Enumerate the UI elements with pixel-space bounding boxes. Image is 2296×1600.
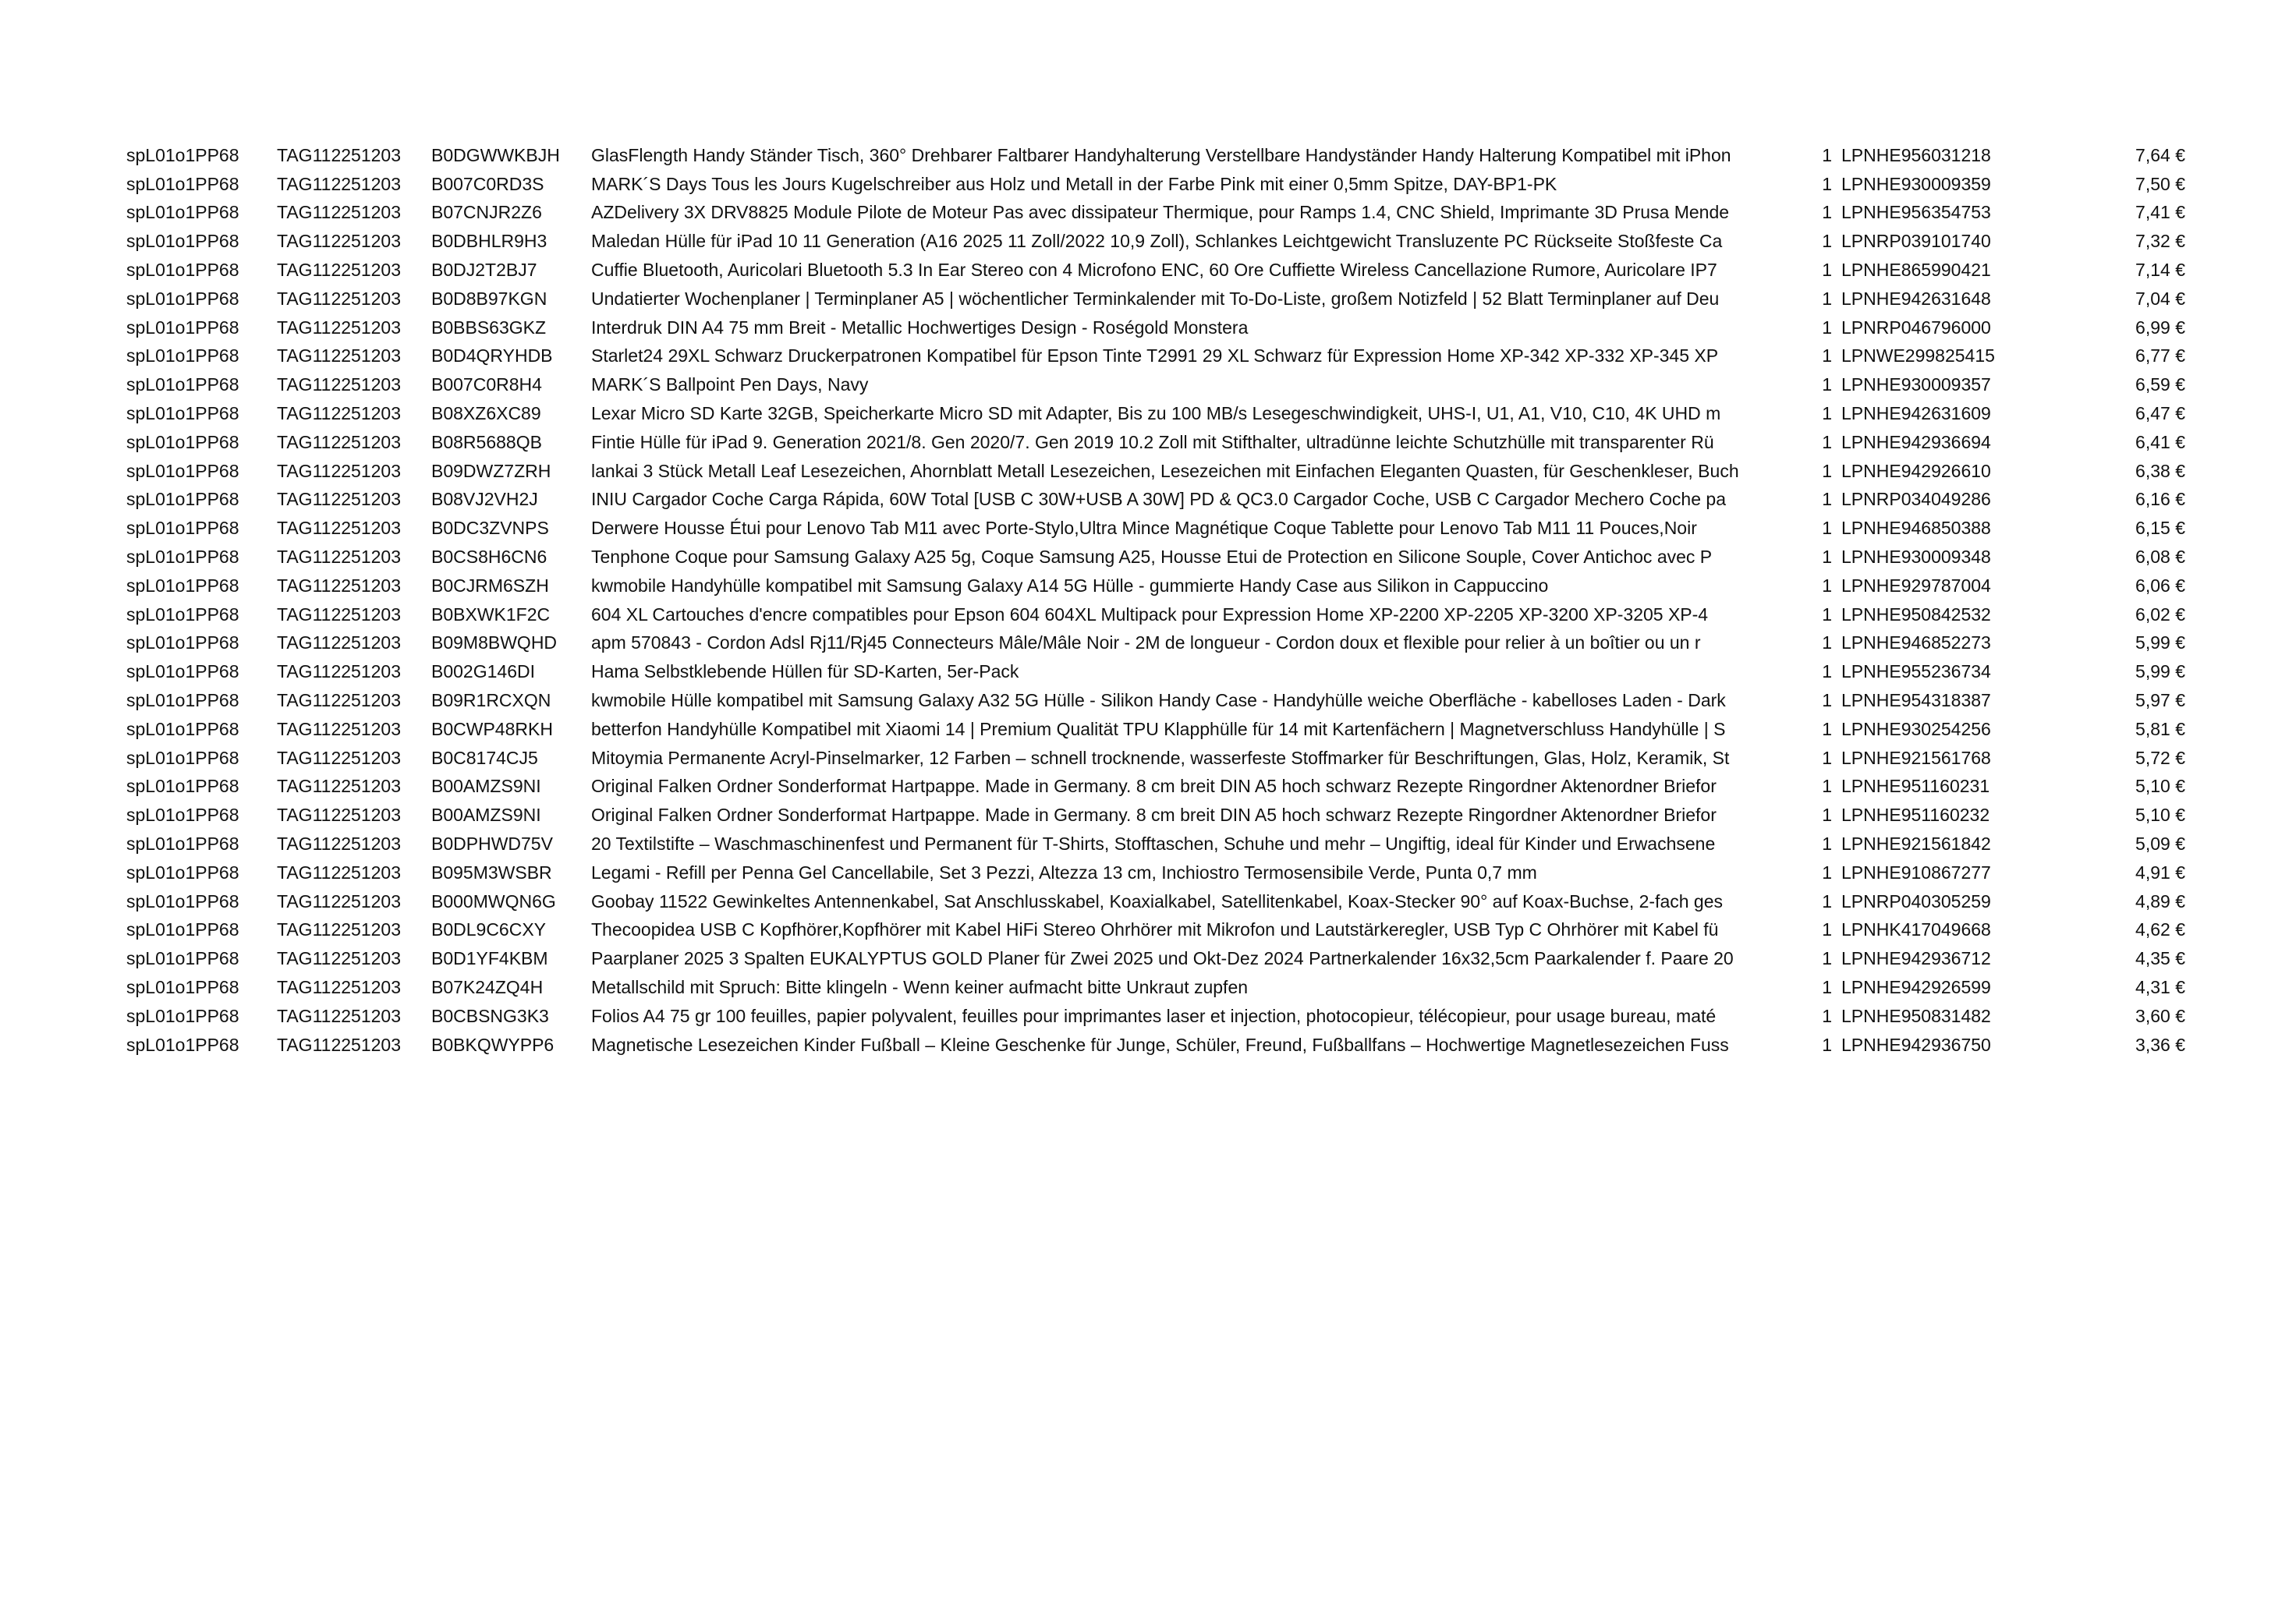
price-cell: 6,08 € (2135, 547, 2185, 568)
tag-cell: TAG112251203 (277, 260, 401, 281)
shipment-id-cell: spL01o1PP68 (126, 948, 239, 969)
lpn-cell: LPNHE956354753 (1841, 202, 1991, 223)
shipment-id-cell: spL01o1PP68 (126, 632, 239, 653)
quantity-cell: 1 (1822, 345, 1832, 366)
shipment-id-cell: spL01o1PP68 (126, 776, 239, 797)
product-title-cell: Derwere Housse Étui pour Lenovo Tab M11 avec Porte-Stylo,Ultra Mince Magnétique Coque Tablette pour Lenovo Tab M11 11 Pouces,Noir (591, 518, 1697, 539)
table-row (126, 457, 2185, 486)
tag-cell: TAG112251203 (277, 431, 401, 452)
asin-cell: B08VJ2VH2J (431, 489, 538, 510)
shipment-id-cell: spL01o1PP68 (126, 547, 239, 568)
table-row (126, 170, 2185, 199)
table-row (126, 399, 2185, 428)
quantity-cell: 1 (1822, 431, 1832, 452)
quantity-cell: 1 (1822, 890, 1832, 912)
shipment-id-cell: spL01o1PP68 (126, 890, 239, 912)
table-row (126, 199, 2185, 228)
quantity-cell: 1 (1822, 144, 1832, 165)
quantity-cell: 1 (1822, 173, 1832, 194)
table-row (126, 744, 2185, 773)
tag-cell: TAG112251203 (277, 661, 401, 682)
price-cell: 5,81 € (2135, 718, 2185, 739)
table-row (126, 543, 2185, 572)
product-title-cell: Original Falken Ordner Sonderformat Hartpappe. Made in Germany. 8 cm breit DIN A5 hoch schwarz Rezepte Ringordner Aktenordner Briefor (591, 776, 1717, 797)
lpn-cell: LPNHE950842532 (1841, 604, 1991, 625)
asin-cell: B0CBSNG3K3 (431, 1005, 549, 1026)
asin-cell: B002G146DI (431, 661, 535, 682)
lpn-cell: LPNHE950831482 (1841, 1005, 1991, 1026)
table-row (126, 1002, 2185, 1031)
product-title-cell: Interdruk DIN A4 75 mm Breit - Metallic Hochwertiges Design - Roségold Monstera (591, 317, 1249, 338)
price-cell: 3,36 € (2135, 1034, 2185, 1055)
asin-cell: B0DPHWD75V (431, 834, 553, 855)
price-cell: 4,91 € (2135, 862, 2185, 883)
shipment-id-cell: spL01o1PP68 (126, 862, 239, 883)
product-title-cell: Goobay 11522 Gewinkeltes Antennenkabel, Sat Anschlusskabel, Koaxialkabel, Satellitenkabel, Koax-Stecker 90° auf Koax-Buchse, 2-fach ges (591, 890, 1723, 912)
asin-cell: B0BXWK1F2C (431, 604, 551, 625)
price-cell: 6,02 € (2135, 604, 2185, 625)
product-title-cell: MARK´S Days Tous les Jours Kugelschreiber aus Holz und Metall in der Farbe Pink mit einer 0,5mm Spitze, DAY-BP1-PK (591, 173, 1557, 194)
price-cell: 6,77 € (2135, 345, 2185, 366)
product-title-cell: Legami - Refill per Penna Gel Cancellabile, Set 3 Pezzi, Altezza 13 cm, Inchiostro Termosensibile Verde, Punta 0,7 mm (591, 862, 1537, 883)
asin-cell: B007C0R8H4 (431, 374, 542, 395)
product-title-cell: Undatierter Wochenplaner | Terminplaner A5 | wöchentlicher Terminkalender mit To-Do-Liste, großem Notizfeld | 52 Blatt Terminplaner auf Deu (591, 288, 1720, 309)
product-title-cell: GlasFlength Handy Ständer Tisch, 360° Drehbarer Faltbarer Handyhalterung Verstellbare Handyständer Handy Halterung Kompatibel mit iPhon (591, 144, 1731, 165)
tag-cell: TAG112251203 (277, 862, 401, 883)
shipment-id-cell: spL01o1PP68 (126, 747, 239, 768)
table-row (126, 801, 2185, 830)
table-row (126, 313, 2185, 342)
lpn-cell: LPNHE956031218 (1841, 144, 1991, 165)
product-title-cell: Thecoopidea USB C Kopfhörer,Kopfhörer mit Kabel HiFi Stereo Ohrhörer mit Mikrofon und Lautstärkeregler, USB Typ C Ohrhörer mit Kabel fü (591, 919, 1719, 940)
table-row (126, 428, 2185, 457)
lpn-cell: LPNHE942936694 (1841, 431, 1991, 452)
price-cell: 5,10 € (2135, 776, 2185, 797)
asin-cell: B0DJ2T2BJ7 (431, 260, 537, 281)
lpn-cell: LPNHE865990421 (1841, 260, 1991, 281)
tag-cell: TAG112251203 (277, 977, 401, 997)
table-row (126, 256, 2185, 285)
shipment-id-cell: spL01o1PP68 (126, 403, 239, 424)
quantity-cell: 1 (1822, 374, 1832, 395)
lpn-cell: LPNRP046796000 (1841, 317, 1991, 338)
lpn-cell: LPNHK417049668 (1841, 919, 1991, 940)
asin-cell: B09R1RCXQN (431, 690, 551, 711)
quantity-cell: 1 (1822, 1005, 1832, 1026)
asin-cell: B0CS8H6CN6 (431, 547, 547, 568)
lpn-cell: LPNHE942936750 (1841, 1034, 1991, 1055)
product-title-cell: Magnetische Lesezeichen Kinder Fußball – Kleine Geschenke für Junge, Schüler, Freund, Fußballfans – Hochwertige Magnetlesezeichen Fuss (591, 1034, 1729, 1055)
tag-cell: TAG112251203 (277, 1034, 401, 1055)
lpn-cell: LPNHE946852273 (1841, 632, 1991, 653)
tag-cell: TAG112251203 (277, 518, 401, 539)
tag-cell: TAG112251203 (277, 1005, 401, 1026)
shipment-id-cell: spL01o1PP68 (126, 173, 239, 194)
price-cell: 5,10 € (2135, 805, 2185, 826)
table-row (126, 600, 2185, 629)
table-row (126, 629, 2185, 658)
shipment-id-cell: spL01o1PP68 (126, 260, 239, 281)
tag-cell: TAG112251203 (277, 403, 401, 424)
lpn-cell: LPNWE299825415 (1841, 345, 1995, 366)
shipment-id-cell: spL01o1PP68 (126, 690, 239, 711)
table-row (126, 973, 2185, 1002)
tag-cell: TAG112251203 (277, 288, 401, 309)
shipment-id-cell: spL01o1PP68 (126, 317, 239, 338)
table-row (126, 944, 2185, 973)
quantity-cell: 1 (1822, 403, 1832, 424)
asin-cell: B0DL9C6CXY (431, 919, 547, 940)
tag-cell: TAG112251203 (277, 632, 401, 653)
shipment-id-cell: spL01o1PP68 (126, 718, 239, 739)
price-cell: 5,72 € (2135, 747, 2185, 768)
asin-cell: B00AMZS9NI (431, 776, 541, 797)
quantity-cell: 1 (1822, 690, 1832, 711)
lpn-cell: LPNHE910867277 (1841, 862, 1991, 883)
tag-cell: TAG112251203 (277, 834, 401, 855)
shipment-id-cell: spL01o1PP68 (126, 834, 239, 855)
lpn-cell: LPNHE921561842 (1841, 834, 1991, 855)
shipment-id-cell: spL01o1PP68 (126, 345, 239, 366)
asin-cell: B0D1YF4KBM (431, 948, 548, 969)
price-cell: 6,59 € (2135, 374, 2185, 395)
price-cell: 7,41 € (2135, 202, 2185, 223)
price-cell: 6,06 € (2135, 575, 2185, 596)
price-cell: 7,50 € (2135, 173, 2185, 194)
table-row (126, 572, 2185, 600)
lpn-cell: LPNHE929787004 (1841, 575, 1991, 596)
quantity-cell: 1 (1822, 460, 1832, 481)
table-row (126, 370, 2185, 399)
shipment-id-cell: spL01o1PP68 (126, 661, 239, 682)
lpn-cell: LPNHE942631609 (1841, 403, 1991, 424)
product-title-cell: Lexar Micro SD Karte 32GB, Speicherkarte Micro SD mit Adapter, Bis zu 100 MB/s Lesegeschwindigkeit, UHS-I, U1, A1, V10, C10, 4K UHD m (591, 403, 1721, 424)
price-cell: 6,15 € (2135, 518, 2185, 539)
quantity-cell: 1 (1822, 1034, 1832, 1055)
asin-cell: B0DBHLR9H3 (431, 231, 547, 252)
shipment-id-cell: spL01o1PP68 (126, 431, 239, 452)
table-row (126, 514, 2185, 543)
asin-cell: B007C0RD3S (431, 173, 544, 194)
tag-cell: TAG112251203 (277, 202, 401, 223)
asin-cell: B0CWP48RKH (431, 718, 553, 739)
product-title-cell: AZDelivery 3X DRV8825 Module Pilote de Moteur Pas avec dissipateur Thermique, pour Ramps 1.4, CNC Shield, Imprimante 3D Prusa Mende (591, 202, 1730, 223)
tag-cell: TAG112251203 (277, 173, 401, 194)
asin-cell: B07K24ZQ4H (431, 977, 544, 997)
quantity-cell: 1 (1822, 977, 1832, 997)
price-cell: 5,99 € (2135, 661, 2185, 682)
tag-cell: TAG112251203 (277, 547, 401, 568)
table-body (126, 141, 2185, 1060)
tag-cell: TAG112251203 (277, 460, 401, 481)
shipment-id-cell: spL01o1PP68 (126, 604, 239, 625)
product-title-cell: betterfon Handyhülle Kompatibel mit Xiaomi 14 | Premium Qualität TPU Klapphülle für 14 mit Kartenfächern | Magnetverschluss Handyhülle | S (591, 718, 1726, 739)
product-title-cell: apm 570843 - Cordon Adsl Rj11/Rj45 Connecteurs Mâle/Mâle Noir - 2M de longueur - Cordon doux et flexible pour relier à un boîtier ou un r (591, 632, 1701, 653)
price-cell: 5,97 € (2135, 690, 2185, 711)
tag-cell: TAG112251203 (277, 948, 401, 969)
table-row (126, 686, 2185, 715)
quantity-cell: 1 (1822, 317, 1832, 338)
table-row (126, 773, 2185, 802)
shipment-id-cell: spL01o1PP68 (126, 1034, 239, 1055)
price-cell: 6,47 € (2135, 403, 2185, 424)
product-title-cell: Mitoymia Permanente Acryl-Pinselmarker, 12 Farben – schnell trocknende, wasserfeste Stoffmarker für Beschriftungen, Glas, Holz, Keramik, St (591, 747, 1730, 768)
product-title-cell: kwmobile Handyhülle kompatibel mit Samsung Galaxy A14 5G Hülle - gummierte Handy Case aus Silikon in Cappuccino (591, 575, 1549, 596)
tag-cell: TAG112251203 (277, 718, 401, 739)
tag-cell: TAG112251203 (277, 776, 401, 797)
shipment-id-cell: spL01o1PP68 (126, 202, 239, 223)
asin-cell: B09M8BWQHD (431, 632, 558, 653)
quantity-cell: 1 (1822, 231, 1832, 252)
shipment-id-cell: spL01o1PP68 (126, 518, 239, 539)
inventory-table (126, 141, 2185, 1060)
asin-cell: B0DC3ZVNPS (431, 518, 549, 539)
tag-cell: TAG112251203 (277, 890, 401, 912)
product-title-cell: lankai 3 Stück Metall Leaf Lesezeichen, Ahornblatt Metall Lesezeichen, Lesezeichen mit Einfachen Eleganten Quasten, für Geschenkleser, Buch (591, 460, 1739, 481)
table-row (126, 916, 2185, 945)
table-row (126, 715, 2185, 744)
shipment-id-cell: spL01o1PP68 (126, 805, 239, 826)
asin-cell: B08XZ6XC89 (431, 403, 541, 424)
quantity-cell: 1 (1822, 575, 1832, 596)
product-title-cell: kwmobile Hülle kompatibel mit Samsung Galaxy A32 5G Hülle - Silikon Handy Case - Handyhülle weiche Oberfläche - kabelloses Laden - Dark (591, 690, 1726, 711)
asin-cell: B00AMZS9NI (431, 805, 541, 826)
price-cell: 5,09 € (2135, 834, 2185, 855)
quantity-cell: 1 (1822, 604, 1832, 625)
quantity-cell: 1 (1822, 862, 1832, 883)
tag-cell: TAG112251203 (277, 575, 401, 596)
table-row (126, 486, 2185, 515)
shipment-id-cell: spL01o1PP68 (126, 144, 239, 165)
shipment-id-cell: spL01o1PP68 (126, 1005, 239, 1026)
tag-cell: TAG112251203 (277, 604, 401, 625)
product-title-cell: Starlet24 29XL Schwarz Druckerpatronen Kompatibel für Epson Tinte T2991 29 XL Schwarz für Expression Home XP-342 XP-332 XP-345 XP (591, 345, 1719, 366)
asin-cell: B07CNJR2Z6 (431, 202, 542, 223)
lpn-cell: LPNHE942926610 (1841, 460, 1991, 481)
price-cell: 6,16 € (2135, 489, 2185, 510)
product-title-cell: Metallschild mit Spruch: Bitte klingeln - Wenn keiner aufmacht bitte Unkraut zupfen (591, 977, 1249, 997)
quantity-cell: 1 (1822, 260, 1832, 281)
asin-cell: B000MWQN6G (431, 890, 556, 912)
shipment-id-cell: spL01o1PP68 (126, 575, 239, 596)
table-row (126, 141, 2185, 170)
product-title-cell: Hama Selbstklebende Hüllen für SD-Karten, 5er-Pack (591, 661, 1019, 682)
quantity-cell: 1 (1822, 632, 1832, 653)
quantity-cell: 1 (1822, 747, 1832, 768)
product-title-cell: Paarplaner 2025 3 Spalten EUKALYPTUS GOLD Planer für Zwei 2025 und Okt-Dez 2024 Partnerkalender 16x32,5cm Paarkalender f. Paare 20 (591, 948, 1734, 969)
lpn-cell: LPNRP040305259 (1841, 890, 1991, 912)
quantity-cell: 1 (1822, 489, 1832, 510)
lpn-cell: LPNHE930009348 (1841, 547, 1991, 568)
tag-cell: TAG112251203 (277, 805, 401, 826)
lpn-cell: LPNHE921561768 (1841, 747, 1991, 768)
product-title-cell: Folios A4 75 gr 100 feuilles, papier polyvalent, feuilles pour imprimantes laser et injection, photocopieur, télécopieur, pour usage bureau, maté (591, 1005, 1717, 1026)
shipment-id-cell: spL01o1PP68 (126, 374, 239, 395)
table-row (126, 830, 2185, 858)
product-title-cell: Maledan Hülle für iPad 10 11 Generation (A16 2025 11 Zoll/2022 10,9 Zoll), Schlankes Leichtgewicht Transluzente PC Rückseite Stoßfeste Ca (591, 231, 1723, 252)
table-row (126, 1031, 2185, 1060)
table-row (126, 858, 2185, 887)
quantity-cell: 1 (1822, 718, 1832, 739)
asin-cell: B0BKQWYPP6 (431, 1034, 555, 1055)
price-cell: 4,31 € (2135, 977, 2185, 997)
product-title-cell: 20 Textilstifte – Waschmaschinenfest und Permanent für T-Shirts, Stofftaschen, Schuhe und mehr – Ungiftig, ideal für Kinder und Erwachsene (591, 834, 1716, 855)
lpn-cell: LPNHE954318387 (1841, 690, 1991, 711)
shipment-id-cell: spL01o1PP68 (126, 919, 239, 940)
asin-cell: B08R5688QB (431, 431, 542, 452)
lpn-cell: LPNHE942936712 (1841, 948, 1991, 969)
lpn-cell: LPNHE930254256 (1841, 718, 1991, 739)
price-cell: 7,64 € (2135, 144, 2185, 165)
price-cell: 6,38 € (2135, 460, 2185, 481)
table-row (126, 342, 2185, 371)
quantity-cell: 1 (1822, 202, 1832, 223)
price-cell: 7,14 € (2135, 260, 2185, 281)
asin-cell: B0D4QRYHDB (431, 345, 553, 366)
lpn-cell: LPNHE942631648 (1841, 288, 1991, 309)
shipment-id-cell: spL01o1PP68 (126, 460, 239, 481)
price-cell: 6,99 € (2135, 317, 2185, 338)
tag-cell: TAG112251203 (277, 144, 401, 165)
price-cell: 4,89 € (2135, 890, 2185, 912)
tag-cell: TAG112251203 (277, 919, 401, 940)
price-cell: 4,62 € (2135, 919, 2185, 940)
product-title-cell: Original Falken Ordner Sonderformat Hartpappe. Made in Germany. 8 cm breit DIN A5 hoch schwarz Rezepte Ringordner Aktenordner Briefor (591, 805, 1717, 826)
quantity-cell: 1 (1822, 288, 1832, 309)
shipment-id-cell: spL01o1PP68 (126, 231, 239, 252)
product-title-cell: 604 XL Cartouches d'encre compatibles pour Epson 604 604XL Multipack pour Expression Home XP-2200 XP-2205 XP-3200 XP-3205 XP-4 (591, 604, 1709, 625)
quantity-cell: 1 (1822, 547, 1832, 568)
shipment-id-cell: spL01o1PP68 (126, 977, 239, 997)
product-title-cell: MARK´S Ballpoint Pen Days, Navy (591, 374, 869, 395)
product-title-cell: Fintie Hülle für iPad 9. Generation 2021/8. Gen 2020/7. Gen 2019 10.2 Zoll mit Stifthalter, ultradünne leichte Schutzhülle mit transparenter Rü (591, 431, 1714, 452)
price-cell: 4,35 € (2135, 948, 2185, 969)
quantity-cell: 1 (1822, 776, 1832, 797)
product-title-cell: Cuffie Bluetooth, Auricolari Bluetooth 5.3 In Ear Stereo con 4 Microfono ENC, 60 Ore Cuffiette Wireless Cancellazione Rumore, Auricolare IP7 (591, 260, 1717, 281)
lpn-cell: LPNRP034049286 (1841, 489, 1991, 510)
quantity-cell: 1 (1822, 834, 1832, 855)
lpn-cell: LPNHE942926599 (1841, 977, 1991, 997)
lpn-cell: LPNRP039101740 (1841, 231, 1991, 252)
price-cell: 6,41 € (2135, 431, 2185, 452)
asin-cell: B0C8174CJ5 (431, 747, 538, 768)
table-row (126, 227, 2185, 256)
shipment-id-cell: spL01o1PP68 (126, 489, 239, 510)
product-title-cell: Tenphone Coque pour Samsung Galaxy A25 5g, Coque Samsung A25, Housse Etui de Protection en Silicone Souple, Cover Antichoc avec P (591, 547, 1713, 568)
table-row (126, 887, 2185, 916)
price-cell: 5,99 € (2135, 632, 2185, 653)
lpn-cell: LPNHE951160231 (1841, 776, 1990, 797)
price-cell: 3,60 € (2135, 1005, 2185, 1026)
tag-cell: TAG112251203 (277, 231, 401, 252)
tag-cell: TAG112251203 (277, 690, 401, 711)
tag-cell: TAG112251203 (277, 317, 401, 338)
tag-cell: TAG112251203 (277, 747, 401, 768)
lpn-cell: LPNHE930009359 (1841, 173, 1991, 194)
lpn-cell: LPNHE930009357 (1841, 374, 1991, 395)
lpn-cell: LPNHE955236734 (1841, 661, 1991, 682)
quantity-cell: 1 (1822, 518, 1832, 539)
quantity-cell: 1 (1822, 661, 1832, 682)
price-cell: 7,04 € (2135, 288, 2185, 309)
table-row (126, 285, 2185, 313)
asin-cell: B0DGWWKBJH (431, 144, 560, 165)
table-row (126, 657, 2185, 686)
asin-cell: B095M3WSBR (431, 862, 552, 883)
asin-cell: B0D8B97KGN (431, 288, 547, 309)
asin-cell: B09DWZ7ZRH (431, 460, 551, 481)
tag-cell: TAG112251203 (277, 345, 401, 366)
quantity-cell: 1 (1822, 805, 1832, 826)
price-cell: 7,32 € (2135, 231, 2185, 252)
tag-cell: TAG112251203 (277, 374, 401, 395)
tag-cell: TAG112251203 (277, 489, 401, 510)
asin-cell: B0CJRM6SZH (431, 575, 549, 596)
asin-cell: B0BBS63GKZ (431, 317, 547, 338)
lpn-cell: LPNHE946850388 (1841, 518, 1991, 539)
product-title-cell: INIU Cargador Coche Carga Rápida, 60W Total [USB C 30W+USB A 30W] PD & QC3.0 Cargador Coche, USB C Cargador Mechero Coche pa (591, 489, 1726, 510)
shipment-id-cell: spL01o1PP68 (126, 288, 239, 309)
lpn-cell: LPNHE951160232 (1841, 805, 1990, 826)
quantity-cell: 1 (1822, 948, 1832, 969)
quantity-cell: 1 (1822, 919, 1832, 940)
